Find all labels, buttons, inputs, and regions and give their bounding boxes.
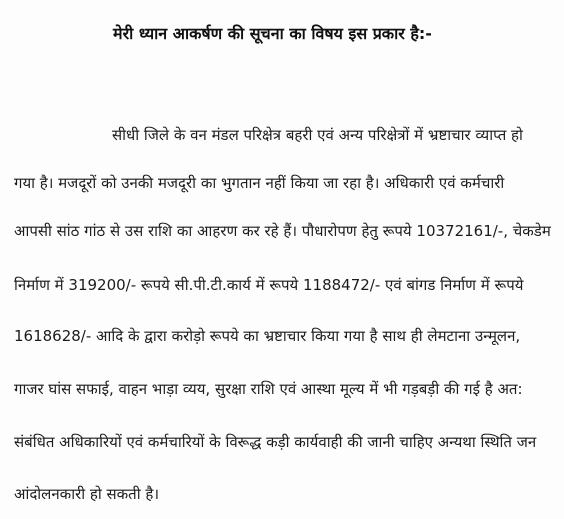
paragraph-line-4: निर्माण में 319200/- रूपये सी.पी.टी.कार्य में रूपये 1188472/- एवं बांगड निर्माण में रूपये <box>14 276 524 294</box>
paragraph-line-3: आपसी सांठ गांठ से उस राशि का आहरण कर रहे हैं। पौधारोपण हेतु रूपये 10372161/-, चेकडेम <box>14 222 551 240</box>
paragraph-line-6: गाजर घांस सफाई, वाहन भाड़ा व्यय, सुरक्षा राशि एवं आस्था मूल्य में भी गड़बड़ी की गई है अत: <box>14 380 523 398</box>
paragraph-line-5: 1618628/- आदि के द्वारा करोड़ो रूपये का भ्रष्टाचार किया गया है साथ ही लेमटाना उन्मूलन, <box>14 327 521 345</box>
paragraph-line-8: आंदोलनकारी हो सकती है। <box>14 485 160 503</box>
paragraph-line-2: गया है। मजदूरों को उनकी मजदूरी का भुगतान नहीं किया जा रहा है। अधिकारी एवं कर्मचारी <box>14 174 505 192</box>
notice-heading: मेरी ध्यान आकर्षण की सूचना का विषय इस प्रकार है:- <box>113 24 432 43</box>
paragraph-line-1: सीधी जिले के वन मंडल परिक्षेत्र बहरी एवं अन्य परिक्षेत्रों में भ्रष्टाचार व्याप्त हो <box>112 126 523 144</box>
paragraph-line-7: संबंधित अधिकारियों एवं कर्मचारियों के विरूद्ध कड़ी कार्यवाही की जानी चाहिए अन्यथा स्थिति जन <box>14 433 537 451</box>
